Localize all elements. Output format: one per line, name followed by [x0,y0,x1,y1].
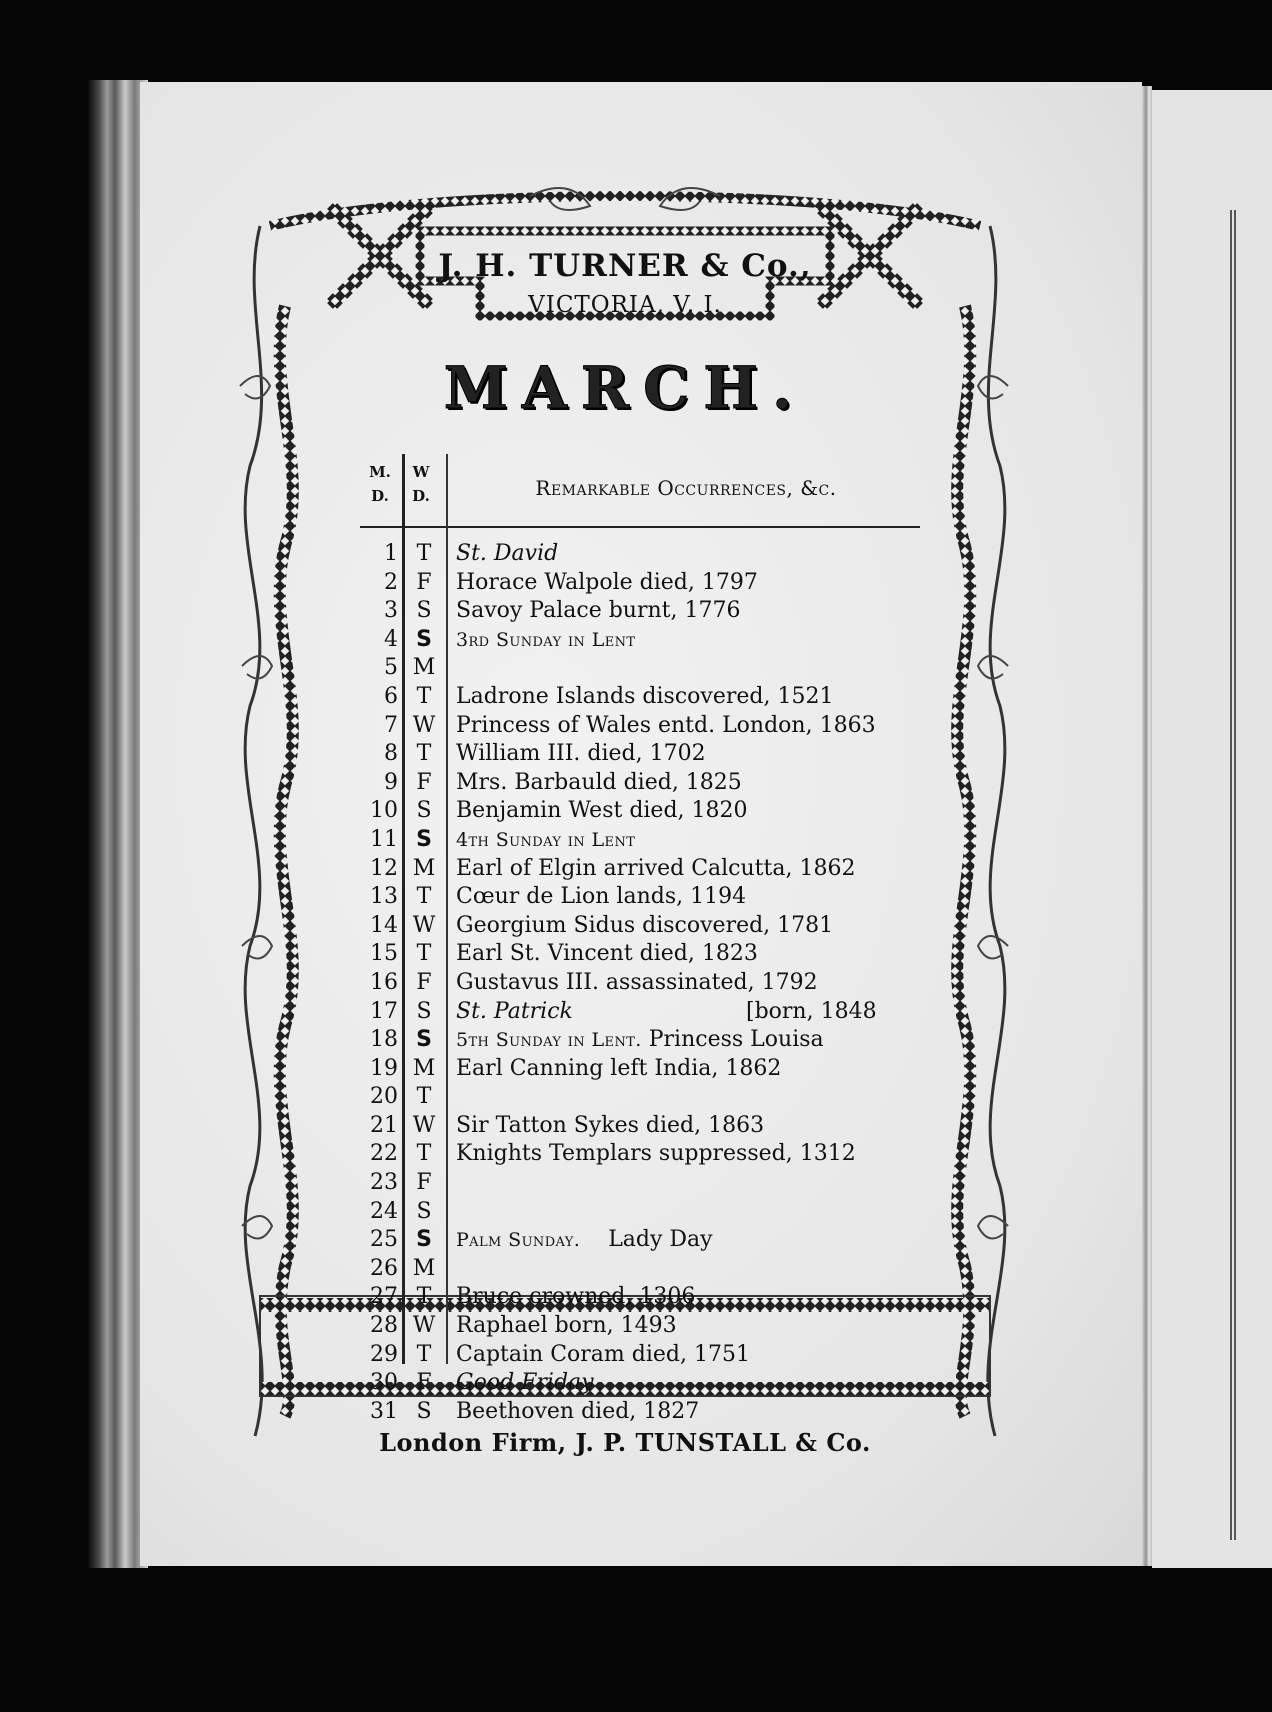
book-binding [88,80,148,1568]
week-day: F [416,969,432,995]
occurrence-text: Georgium Sidus discovered, 1781 [456,912,834,938]
month-day: 6 [384,683,398,709]
table-row [360,597,920,626]
week-day: S [416,826,432,852]
month-day: 26 [370,1255,398,1281]
month-day: 19 [370,1055,398,1081]
week-day: S [416,998,432,1024]
week-day: T [416,1084,432,1110]
occurrence [456,740,926,769]
table-row [360,1026,920,1055]
ornamental-frame [230,186,1020,1486]
occurrence [456,597,926,626]
occurrence-text: Savoy Palace burnt, 1776 [456,598,741,624]
week-day: S [416,598,432,624]
month-day: 29 [370,1341,398,1367]
week-day: T [416,683,432,709]
adjacent-page [1152,90,1272,1568]
occurrence [456,1283,926,1312]
table-row [360,540,920,569]
table-row [360,769,920,798]
table-row [360,1112,920,1141]
occurrence [456,1140,926,1169]
month-day: 16 [370,969,398,995]
table-row [360,940,920,969]
occurrence [456,683,926,712]
occurrence-text: Captain Coram died, 1751 [456,1341,750,1367]
table-row [360,683,920,712]
header-week-day: W D. [412,463,430,505]
week-day: F [416,1370,432,1396]
calendar-table [360,454,920,1426]
month-day: 27 [370,1284,398,1310]
month-day: 5 [384,655,398,681]
week-day: T [416,741,432,767]
occurrence [456,1341,926,1370]
adjacent-page-ornament [1230,210,1272,1540]
table-row [360,1169,920,1198]
month-day: 15 [370,941,398,967]
week-day: T [416,541,432,566]
occurrence-text: Mrs. Barbauld died, 1825 [456,769,742,795]
table-row [360,912,920,941]
table-row [360,569,920,598]
table-row [360,1341,920,1370]
month-day: 3 [384,598,398,624]
firm-city: VICTORIA, V. I. [528,292,722,318]
occurrence [456,1055,926,1084]
table-row [360,883,920,912]
occurrence-text: Benjamin West died, 1820 [456,798,748,824]
month-day: 13 [370,884,398,910]
table-row [360,1198,920,1227]
occurrence [456,998,926,1027]
week-day: M [412,855,436,881]
table-row [360,797,920,826]
table-row [360,1055,920,1084]
occurrence [456,1226,926,1255]
occurrence-text: 4th Sunday in Lent [456,828,636,851]
occurrence [456,1398,926,1427]
month-day: 21 [370,1112,398,1138]
firm-name: J. H. TURNER & Co., [438,248,812,284]
table-row [360,1255,920,1284]
occurrence-text: Princess of Wales entd. London, 1863 [456,712,876,738]
table-row [360,1398,920,1427]
occurrence-text: Sir Tatton Sykes died, 1863 [456,1112,765,1138]
london-firm: London Firm, J. P. TUNSTALL & Co. [379,1428,871,1457]
occurrence [456,797,926,826]
occurrence-text: Cœur de Lion lands, 1194 [456,884,747,910]
occurrence-text: Bruce crowned, 1306 [456,1284,696,1310]
occurrence-text: Ladrone Islands discovered, 1521 [456,683,834,709]
occurrence [456,883,926,912]
occurrence-extra: Princess Louisa [641,1027,824,1053]
month-day: 28 [370,1313,398,1339]
occurrence [456,769,926,798]
week-day: W [412,712,436,738]
table-row [360,1283,920,1312]
occurrence-text: Earl St. Vincent died, 1823 [456,941,758,967]
table-row [360,969,920,998]
month-day: 30 [370,1370,398,1396]
occurrence-text: St. David [456,541,559,566]
table-row [360,826,920,855]
month-title: MARCH. [443,354,807,422]
week-day: W [412,1313,436,1339]
month-day: 17 [370,998,398,1024]
occurrence [456,569,926,598]
table-row [360,712,920,741]
occurrence-text: 5th Sunday in Lent. [456,1029,642,1052]
month-day: 14 [370,912,398,938]
table-row [360,998,920,1027]
occurrence [456,712,926,741]
month-day: 23 [370,1170,398,1196]
occurrence [456,1312,926,1341]
occurrence-text: William III. died, 1702 [456,741,706,767]
week-day: M [412,655,436,681]
week-day: T [416,1284,432,1310]
occurrence-extra: Lady Day [580,1227,713,1253]
occurrence-text: Beethoven died, 1827 [456,1398,700,1424]
occurrence [456,969,926,998]
month-day: 4 [384,626,398,652]
occurrence-text: Raphael born, 1493 [456,1313,677,1339]
week-day: T [416,1141,432,1167]
month-day: 8 [384,741,398,767]
month-day: 9 [384,769,398,795]
month-day: 18 [370,1027,398,1053]
table-row [360,1083,920,1112]
occurrence-text: Good Friday [456,1370,594,1396]
calendar-rows [360,528,920,1426]
month-day: 20 [370,1084,398,1110]
week-day: S [416,1198,432,1224]
week-day: T [416,941,432,967]
occurrence-text: Earl of Elgin arrived Calcutta, 1862 [456,855,856,881]
page-gutter [1142,86,1152,1566]
table-row [360,740,920,769]
header-occurrences: Remarkable Occurrences, &c. [535,476,837,500]
week-day: M [412,1055,436,1081]
occurrence [456,1112,926,1141]
occurrence-text: Horace Walpole died, 1797 [456,569,758,595]
month-day: 12 [370,855,398,881]
month-day: 24 [370,1198,398,1224]
occurrence [456,1026,926,1055]
week-day: T [416,1341,432,1367]
table-header [360,454,920,528]
occurrence-text: 3rd Sunday in Lent [456,628,636,651]
week-day: F [416,569,432,595]
table-row [360,1312,920,1341]
month-day: 25 [370,1227,398,1253]
occurrence-text: St. Patrick [456,998,573,1024]
occurrence [456,940,926,969]
week-day: F [416,769,432,795]
month-day: 2 [384,569,398,595]
week-day: S [416,1398,432,1424]
table-row [360,1140,920,1169]
table-row [360,1369,920,1398]
table-row [360,855,920,884]
occurrence-text: Gustavus III. assassinated, 1792 [456,969,818,995]
week-day: M [412,1255,436,1281]
week-day: F [416,1170,432,1196]
occurrence [456,912,926,941]
occurrence [456,826,926,855]
week-day: S [416,798,432,824]
table-row [360,626,920,655]
month-day: 22 [370,1141,398,1167]
week-day: W [412,1112,436,1138]
week-day: S [416,1227,432,1253]
table-row [360,1226,920,1255]
month-day: 11 [370,826,398,852]
month-day: 7 [384,712,398,738]
month-day: 1 [384,541,398,566]
week-day: T [416,884,432,910]
week-day: W [412,912,436,938]
month-day: 31 [370,1398,398,1424]
occurrence [456,540,926,569]
occurrence-text: Palm Sunday. [456,1229,581,1252]
occurrence-text: Knights Templars suppressed, 1312 [456,1141,856,1167]
occurrence [456,626,926,655]
month-day: 10 [370,798,398,824]
occurrence-text: Earl Canning left India, 1862 [456,1055,782,1081]
table-row [360,654,920,683]
week-day: S [416,1027,432,1053]
occurrence [456,855,926,884]
week-day: S [416,626,432,652]
occurrence [456,1369,926,1398]
header-month-day: M. D. [369,463,391,505]
publisher-header [230,248,1020,318]
occurrence-continuation: [born, 1848 [746,998,877,1024]
